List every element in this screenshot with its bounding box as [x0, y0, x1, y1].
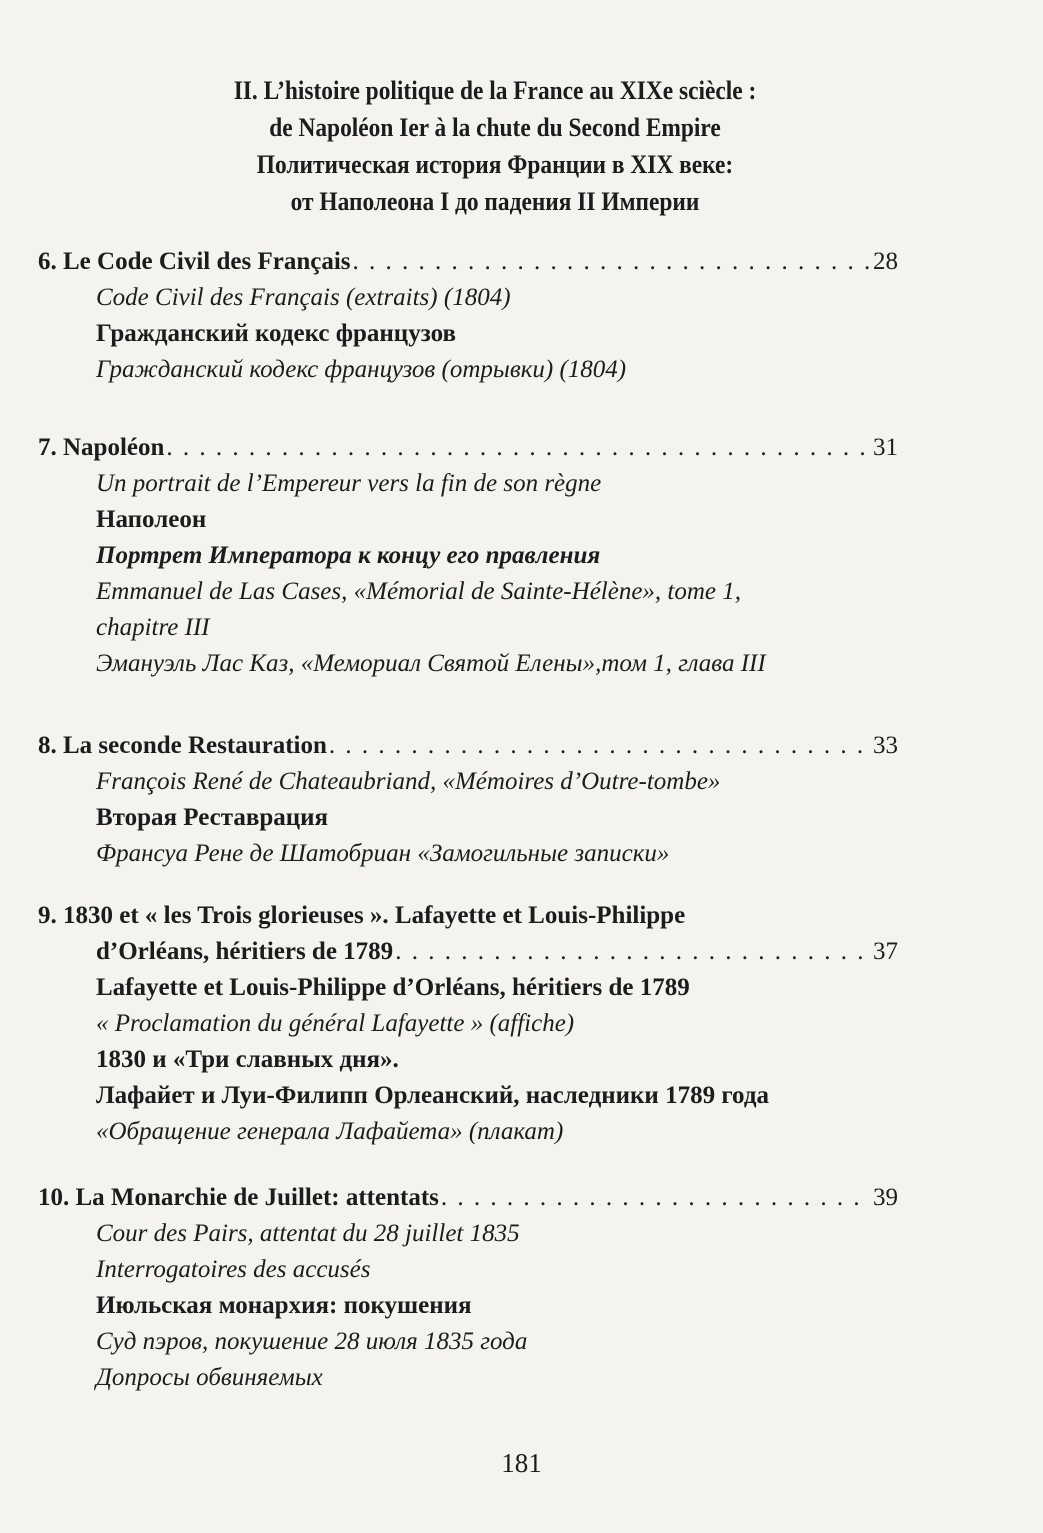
toc-entry-title-row [38, 728, 898, 764]
toc-entry-7 [38, 430, 898, 682]
toc-subline: Code Civil des Français (extraits) (1804) [96, 284, 511, 311]
toc-entry-title: 6. Le Code Civil des Français [38, 248, 351, 275]
toc-page-ref: 28 [873, 248, 898, 275]
heading-line: от Наполеона I до падения II Империи [290, 187, 700, 216]
toc-entry-title-row [38, 244, 898, 280]
toc-subline: François René de Chateaubriand, «Mémoires d’Outre-tombe» [96, 768, 721, 795]
toc-entry-title: 9. 1830 et « les Trois glorieuses ». Lafayette et Louis-Philippe [38, 902, 686, 929]
toc-subline: Франсуа Рене де Шатобриан «Замогильные записки» [96, 840, 670, 867]
heading-line: Политическая история Франции в XIX веке: [256, 150, 734, 179]
toc-subline: Un portrait de l’Empereur vers la fin de son règne [96, 470, 602, 497]
toc-entry-title: 8. La seconde Restauration [38, 732, 327, 759]
leader-dots [395, 934, 871, 970]
leader-dots [329, 728, 871, 764]
toc-subline: Июльская монархия: покушения [96, 1292, 472, 1319]
toc-subline: Lafayette et Louis-Philippe d’Orléans, héritiers de 1789 [96, 974, 690, 1001]
toc-entry-6 [38, 244, 898, 388]
toc-page-ref: 33 [873, 732, 898, 759]
section-heading [140, 72, 851, 220]
toc-subline: Гражданский кодекс французов (отрывки) (1804) [96, 356, 627, 383]
toc-subline: « Proclamation du général Lafayette » (affiche) [96, 1010, 575, 1037]
toc-subline: chapitre III [96, 614, 210, 641]
toc-subline: Cour des Pairs, attentat du 28 juillet 1835 [96, 1220, 520, 1247]
toc-entry-9 [38, 898, 898, 1150]
toc-subline: Эмануэль Лас Каз, «Мемориал Святой Елены»,том 1, глава III [96, 650, 766, 677]
toc-page-ref: 39 [873, 1184, 898, 1211]
toc-entry-title: 7. Napoléon [38, 434, 165, 461]
toc-subline: «Обращение генерала Лафайета» (плакат) [96, 1118, 564, 1145]
toc-subline: Вторая Реставрация [96, 804, 329, 831]
page-number: 181 [501, 1448, 542, 1478]
toc-entry-10 [38, 1180, 898, 1396]
toc-page-ref: 31 [873, 434, 898, 461]
heading-line: II. L’histoire politique de la France au XIXe sciècle : [233, 76, 757, 105]
toc-subline: Interrogatoires des accusés [96, 1256, 371, 1283]
toc-subline: Emmanuel de Las Cases, «Mémorial de Sainte-Hélène», tome 1, [96, 578, 742, 605]
toc-entry-title: 10. La Monarchie de Juillet: attentats [38, 1184, 439, 1211]
leader-dots [441, 1180, 871, 1216]
toc-subline: Гражданский кодекс французов [96, 320, 456, 347]
toc-subline: Наполеон [96, 506, 207, 533]
toc-page-ref: 37 [873, 938, 898, 965]
toc-subline: Лафайет и Луи-Филипп Орлеанский, наследники 1789 года [96, 1082, 769, 1109]
toc-entry-title-row [38, 1180, 898, 1216]
toc-subline: 1830 и «Три славных дня». [96, 1046, 399, 1073]
toc-subline: Допросы обвиняемых [96, 1364, 323, 1391]
toc-entry-title-row [38, 934, 898, 970]
toc-entry-8 [38, 728, 898, 872]
leader-dots [353, 244, 872, 280]
toc-subline: Портрет Императора к концу его правления [96, 542, 601, 569]
toc-entry-title-continued: d’Orléans, héritiers de 1789 [96, 938, 394, 965]
leader-dots [166, 430, 871, 466]
toc-subline: Суд пэров, покушение 28 июля 1835 года [96, 1328, 528, 1355]
toc-entry-title-row [38, 430, 898, 466]
heading-line: de Napoléon Ier à la chute du Second Empire [269, 113, 721, 142]
